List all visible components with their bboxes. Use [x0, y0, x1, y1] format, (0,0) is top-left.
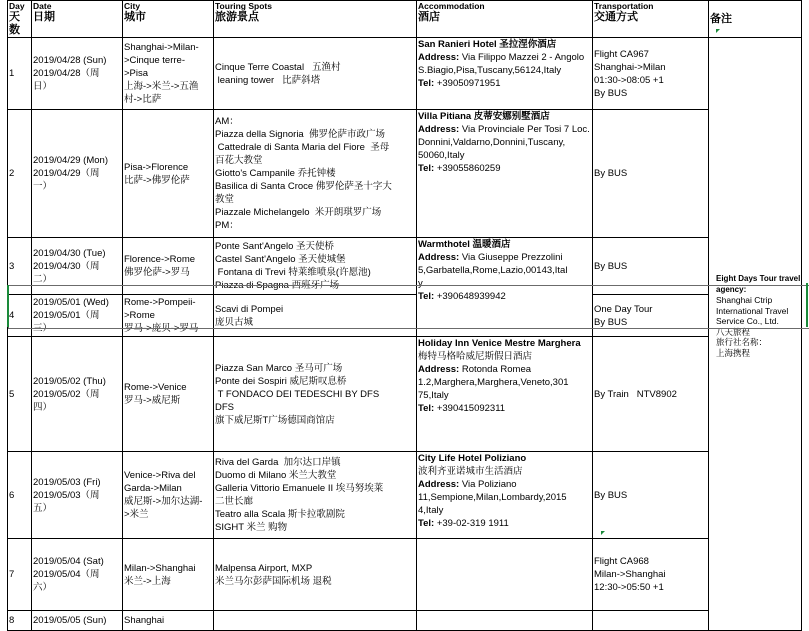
spots-cell[interactable] [214, 238, 417, 295]
date-cell-line: 四） [33, 401, 53, 413]
city-cell-line: Rome->Venice [124, 382, 187, 393]
transport-cell[interactable] [593, 452, 709, 539]
day-number: 4 [9, 310, 15, 321]
city-cell-line: 佛罗伦萨->罗马 [124, 267, 190, 278]
date-cell[interactable] [32, 38, 123, 110]
spots-cell-line: 百花大教堂 [215, 155, 263, 166]
hotel-detail-label: Tel: [418, 163, 435, 174]
selection-marker-right [806, 283, 808, 327]
hotel-detail-label: Tel: [418, 291, 435, 302]
spots-cell-line: leaning tower 比萨斜塔 [215, 74, 321, 86]
hotel-detail-text: Via Provinciale Per Tosi 7 Loc. [459, 124, 590, 135]
transport-cell-line: Milan->Shanghai [594, 569, 666, 580]
transport-cell-line: By BUS [594, 316, 628, 328]
spots-cell-line: 二世长廊 [215, 496, 254, 507]
hotel-detail-line [418, 64, 591, 77]
spots-cell-line: Malpensa Airport, MXP [215, 562, 313, 574]
hotel-detail-label: Address: [418, 124, 460, 135]
agency-line: 八天旅程 [716, 326, 751, 337]
hotel-detail-line [418, 491, 591, 504]
hotel-detail-line [418, 290, 591, 303]
transport-cell-line: 12:30->05:50 +1 [594, 582, 664, 593]
date-cell[interactable] [32, 238, 123, 295]
day-cell[interactable] [8, 452, 32, 539]
spots-cell-line: Piazza San Marco 圣马可广场 [215, 362, 343, 374]
spots-cell-line: 庞贝古城 [215, 316, 254, 328]
transport-cell[interactable] [593, 110, 709, 238]
itinerary-row [8, 295, 802, 337]
spots-cell-line: 旗下威尼斯T广场德国商馆店 [215, 414, 335, 426]
agency-label: Eight Days Tour travel agency: [716, 274, 801, 294]
day-cell[interactable] [8, 337, 32, 452]
date-cell-line: 2019/05/03（周 [33, 489, 100, 501]
hotel-detail-text: Donnini,Valdarno,Donnini,Tuscany, [418, 137, 566, 148]
hotel-detail-line [418, 389, 591, 402]
spots-cell-line: SIGHT 米兰 购物 [215, 522, 288, 533]
transport-cell-line: By BUS [594, 489, 628, 501]
day-number: 2 [9, 168, 15, 179]
day-number: 8 [9, 615, 15, 626]
date-cell-line: 二） [33, 273, 53, 285]
hotel-detail-text: S.Biagio,Pisa,Tuscany,56124,Italy [418, 65, 562, 76]
city-cell-line: >米兰 [124, 509, 149, 520]
spots-cell-line: Scavi di Pompei [215, 303, 284, 315]
hotel-detail-line [418, 264, 591, 277]
hotel-name-chinese: 波利齐亚诺城市生活酒店 [418, 466, 523, 477]
city-cell-line: Shanghai [124, 615, 165, 626]
spots-cell-line: PM： [215, 220, 239, 231]
date-cell[interactable] [32, 337, 123, 452]
date-cell-line: 2019/05/04（周 [33, 569, 100, 580]
spots-cell-line: T FONDACO DEI TEDESCHI BY DFS [215, 388, 380, 400]
city-cell-line: 村->比萨 [124, 94, 162, 105]
city-cell-line: 罗马->威尼斯 [124, 395, 181, 406]
hotel-detail-line [418, 402, 591, 415]
hotel-detail-line [418, 162, 591, 175]
agency-line: 旅行社名称： [716, 337, 768, 347]
accommodation-cell[interactable] [417, 452, 593, 539]
transport-cell[interactable] [593, 611, 709, 631]
date-cell-line: 2019/05/01（周 [33, 310, 100, 321]
hotel-name: City Life Hotel Poliziano [418, 453, 527, 464]
transport-cell[interactable] [593, 295, 709, 337]
agency-line: Service Co., Ltd. [716, 316, 779, 326]
hotel-name: Warmthotel 温暖酒店 [418, 239, 511, 250]
itinerary-row [8, 238, 802, 295]
itinerary-body [8, 38, 802, 631]
date-cell-line: 2019/05/01 (Wed) [33, 297, 109, 308]
spots-cell-line: Cinque Terre Coastal 五渔村 [215, 61, 341, 73]
transport-cell[interactable] [593, 539, 709, 611]
agency-line: International Travel [716, 305, 789, 316]
transport-cell-line: Flight CA968 [594, 556, 649, 567]
date-cell-line: 2019/05/05 (Sun) [33, 615, 107, 626]
day-cell[interactable] [8, 611, 32, 631]
hotel-detail-text: Via Filippo Mazzei 2 - Angolo [459, 52, 585, 63]
header-row [8, 1, 802, 38]
date-cell-line: 五） [33, 502, 53, 514]
hotel-detail-label: Address: [418, 479, 460, 490]
hotel-detail-line [418, 123, 591, 136]
accommodation-cell[interactable] [417, 337, 593, 452]
hotel-detail-line [418, 504, 591, 517]
day-cell[interactable] [8, 38, 32, 110]
hotel-detail-label: Tel: [418, 403, 435, 414]
comment-marker [716, 29, 720, 33]
date-cell-line: 一） [33, 181, 53, 192]
city-cell-line: Shanghai->Milan- [124, 42, 199, 53]
header-accommodation: Accommodation 酒店 [417, 1, 593, 38]
hotel-detail-text: 11,Sempione,Milan,Lombardy,2015 [418, 492, 567, 503]
transport-cell[interactable] [593, 238, 709, 295]
spots-cell-line: Basilica di Santa Croce 佛罗伦萨圣十字大 [215, 181, 392, 192]
accommodation-cell[interactable] [417, 611, 593, 631]
accommodation-cell[interactable] [417, 38, 593, 110]
city-cell-line: Garda->Milan [124, 483, 182, 494]
date-cell-line: 2019/04/29（周 [33, 168, 100, 179]
itinerary-row [8, 452, 802, 539]
date-cell-line: 2019/05/04 (Sat) [33, 556, 104, 567]
transport-cell[interactable] [593, 337, 709, 452]
city-cell[interactable] [123, 539, 214, 611]
transport-cell-line: Flight CA967 [594, 48, 649, 60]
transport-cell[interactable] [593, 38, 709, 110]
hotel-detail-text: +39-02-319 1911 [434, 518, 509, 529]
city-cell-line: 罗马->庞贝->罗马 [124, 323, 199, 334]
city-cell-line: Venice->Riva del [124, 470, 196, 481]
date-cell-line: 2019/05/02 (Thu) [33, 375, 106, 387]
city-cell-line: >Cinque terre- [124, 55, 185, 66]
city-cell-line: 比萨->佛罗伦萨 [124, 174, 190, 186]
city-cell-line: >Rome [124, 310, 155, 321]
spots-cell-line: Castel Sant'Angelo 圣天使城堡 [215, 254, 346, 265]
date-cell-line: 2019/05/03 (Fri) [33, 476, 101, 488]
hotel-detail-label: Address: [418, 52, 460, 63]
date-cell[interactable] [32, 452, 123, 539]
transport-cell-line: By BUS [594, 168, 628, 179]
transport-cell-line: One Day Tour [594, 303, 653, 315]
spots-cell-line: Riva del Garda 加尔达口岸镇 [215, 457, 341, 468]
hotel-detail-text: Rotonda Romea [459, 364, 532, 375]
header-touring-spots: Touring Spots 旅游景点 [214, 1, 417, 38]
spots-cell[interactable] [214, 38, 417, 110]
spots-cell-line: 米兰马尔彭萨国际机场 退税 [215, 575, 332, 587]
spots-cell[interactable] [214, 337, 417, 452]
spots-cell-line: Teatro alla Scala 斯卡拉歌剧院 [215, 509, 345, 520]
hotel-detail-line [418, 478, 591, 491]
city-cell[interactable] [123, 337, 214, 452]
hotel-detail-text: +390415092311 [434, 403, 506, 414]
day-number: 1 [9, 68, 15, 79]
spots-cell-line: Giotto's Campanile 乔托钟楼 [215, 168, 336, 179]
itinerary-row [8, 539, 802, 611]
hotel-detail-label: Tel: [418, 78, 435, 89]
city-cell-line: 上海->米兰->五渔 [124, 81, 199, 92]
spots-cell[interactable] [214, 539, 417, 611]
spots-cell-line: Piazza di Spagna 西班牙广场 [215, 280, 340, 291]
spots-cell-line: Galleria Vittorio Emanuele II 埃马努埃莱 [215, 483, 384, 494]
transport-cell-line: By BUS [594, 260, 628, 272]
date-cell[interactable] [32, 539, 123, 611]
hotel-detail-line [418, 51, 591, 64]
header-day: Day 天数 [8, 1, 32, 38]
header-remarks: 备注 [709, 1, 802, 38]
transport-cell-line: 01:30->08:05 +1 [594, 74, 664, 86]
hotel-detail-line [418, 149, 591, 162]
hotel-detail-text: 1.2,Marghera,Marghera,Veneto,301 [418, 377, 569, 388]
hotel-detail-line [418, 77, 591, 90]
spots-cell-line: Piazzale Michelangelo 米开朗琪罗广场 [215, 207, 382, 218]
hotel-detail-line [418, 363, 591, 376]
city-cell-line: 威尼斯->加尔达湖- [124, 496, 203, 507]
hotel-detail-line [418, 136, 591, 149]
spots-cell-line: AM： [215, 116, 239, 127]
spots-cell-line: Duomo di Milano 米兰大教堂 [215, 470, 337, 481]
date-cell-line: 三） [33, 323, 53, 334]
date-cell-line: 2019/04/28（周 [33, 68, 100, 79]
agency-line: Shanghai Ctrip [716, 295, 773, 305]
city-cell[interactable] [123, 110, 214, 238]
hotel-detail-text: y [418, 278, 423, 289]
hotel-detail-text: Via Giuseppe Prezzolini [459, 252, 563, 263]
hotel-detail-line [418, 251, 591, 264]
hotel-detail-line [418, 376, 591, 389]
spots-cell-line: Ponte Sant'Angelo 圣天使桥 [215, 241, 335, 252]
header-transportation: Transportation 交通方式 [593, 1, 709, 38]
date-cell-line: 2019/04/30（周 [33, 260, 100, 272]
accommodation-cell[interactable] [417, 539, 593, 611]
city-cell-line: Milan->Shanghai [124, 562, 196, 574]
hotel-detail-text: +39055860259 [434, 163, 501, 174]
date-cell-line: 2019/04/30 (Tue) [33, 247, 106, 259]
hotel-detail-text: +39050971951 [434, 78, 501, 89]
hotel-detail-text: 50060,Italy [418, 150, 465, 161]
date-cell-line: 2019/05/02（周 [33, 388, 100, 400]
city-cell-line: Florence->Rome [124, 254, 196, 265]
date-cell-line: 六） [33, 582, 53, 593]
hotel-detail-text: 75,Italy [418, 390, 449, 401]
day-number: 3 [9, 260, 15, 272]
date-cell-line: 2019/04/29 (Mon) [33, 155, 108, 166]
date-cell-line: 2019/04/28 (Sun) [33, 55, 107, 66]
hotel-detail-line [418, 277, 591, 290]
agency-line: 上海携程 [716, 347, 751, 358]
hotel-detail-text: +390648939942 [434, 291, 506, 302]
accommodation-cell[interactable] [417, 238, 593, 337]
city-cell-line: Rome->Pompeii- [124, 297, 196, 308]
day-cell[interactable] [8, 539, 32, 611]
spots-cell-line: Piazza della Signoria 佛罗伦萨市政广场 [215, 129, 385, 140]
spots-cell[interactable] [214, 295, 417, 337]
spots-cell-line: Cattedrale di Santa Maria del Fiore 圣母 [215, 142, 390, 153]
hotel-detail-text: 5,Garbatella,Rome,Lazio,00143,Ital [418, 265, 568, 276]
city-cell[interactable] [123, 295, 214, 337]
itinerary-table [7, 0, 802, 631]
day-number: 7 [9, 569, 15, 580]
day-number: 6 [9, 489, 15, 501]
city-cell[interactable] [123, 452, 214, 539]
itinerary-row [8, 110, 802, 238]
transport-cell-line: By Train NTV8902 [594, 388, 677, 400]
itinerary-row [8, 38, 802, 110]
spots-cell-line: Ponte dei Sospiri 威尼斯叹息桥 [215, 375, 347, 387]
hotel-detail-line [418, 517, 591, 530]
spots-cell-line: 教堂 [215, 194, 235, 205]
city-cell[interactable] [123, 38, 214, 110]
day-cell[interactable] [8, 238, 32, 295]
selection-marker-left [7, 285, 9, 327]
spots-cell[interactable] [214, 452, 417, 539]
header-date: Date 日期 [32, 1, 123, 38]
date-cell[interactable] [32, 295, 123, 337]
city-cell-line: >Pisa [124, 68, 149, 79]
date-cell[interactable] [32, 611, 123, 631]
hotel-name: San Ranieri Hotel 圣拉涅你酒店 [418, 39, 557, 50]
spots-cell-line: DFS [215, 401, 234, 413]
day-cell[interactable] [8, 295, 32, 337]
hotel-detail-text: 4,Italy [418, 505, 444, 516]
hotel-detail-label: Address: [418, 364, 460, 375]
day-cell[interactable] [8, 110, 32, 238]
hotel-name-chinese: 梅特马格哈威尼斯假日酒店 [418, 351, 533, 362]
hotel-detail-text: Via Poliziano [459, 479, 517, 490]
city-cell[interactable] [123, 238, 214, 295]
spots-cell[interactable] [214, 110, 417, 238]
spots-cell[interactable] [214, 611, 417, 631]
header-city: City 城市 [123, 1, 214, 38]
date-cell-line: 日） [33, 81, 53, 92]
transport-cell-line: By BUS [594, 87, 628, 99]
hotel-name: Villa Pitiana 皮蒂安娜别墅酒店 [418, 111, 550, 122]
date-cell[interactable] [32, 110, 123, 238]
itinerary-row [8, 611, 802, 631]
agency-lines [716, 295, 808, 358]
accommodation-cell[interactable] [417, 110, 593, 238]
comment-marker [601, 531, 605, 535]
itinerary-row [8, 337, 802, 452]
spots-cell-line: Fontana di Trevi 特莱维喷泉(许愿池) [215, 267, 371, 278]
hotel-detail-label: Tel: [418, 518, 435, 529]
city-cell-line: 米兰->上海 [124, 575, 171, 587]
city-cell-line: Pisa->Florence [124, 161, 189, 173]
city-cell[interactable] [123, 611, 214, 631]
remarks-cell-content [716, 274, 808, 358]
day-number: 5 [9, 388, 15, 400]
hotel-name: Holiday Inn Venice Mestre Marghera [418, 338, 581, 349]
transport-cell-line: Shanghai->Milan [594, 61, 666, 73]
hotel-detail-label: Address: [418, 252, 460, 263]
